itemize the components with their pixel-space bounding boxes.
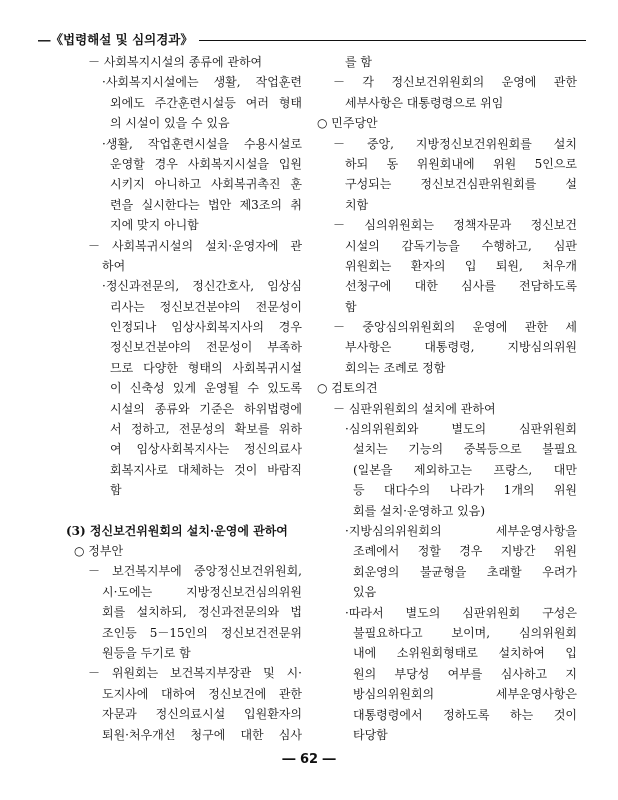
text-line: ·지방심의위원회의 세부운영사항을: [345, 523, 577, 538]
text-line: 함: [110, 483, 122, 498]
text-line: － 심의위원회는 정책자문과 정신보건: [333, 218, 577, 233]
text-line: 를 함: [345, 55, 372, 69]
text-line: － 중앙심의위원회의 운영에 관한 세: [333, 320, 577, 335]
text-line: ·따라서 별도의 심판위원회 구성은: [345, 605, 577, 620]
text-line: ·사회복지시설에는 생활, 작업훈련: [102, 75, 302, 90]
text-line: 인정되나 임상사회복지사의 경우: [110, 320, 302, 335]
text-line: ○ 검토의견: [317, 381, 378, 396]
text-line: － 위원회는 보건복지부장관 및 시·: [88, 666, 302, 681]
text-line: 함: [345, 299, 357, 314]
text-line: 련을 실시한다는 법안 제3조의 취: [110, 197, 302, 212]
text-line: 퇴원·처우개선 청구에 대한 심사: [102, 727, 302, 742]
text-line: ·정신과전문의, 정신간호사, 임상심: [102, 279, 302, 294]
text-line: ○ 민주당안: [317, 116, 378, 131]
text-line: 구성되는 정신보건심판위원회를 설: [345, 177, 577, 192]
text-line: ○ 정부안: [74, 543, 124, 558]
text-line: 세부사항은 대통령령으로 위임: [345, 95, 504, 110]
text-line: 의 시설이 있을 수 있음: [110, 116, 230, 131]
text-line: 이 신축성 있게 운영될 수 있도록: [110, 381, 302, 396]
text-line: 위원회는 환자의 입 퇴원, 처우개: [345, 258, 577, 273]
right-column: [317, 52, 577, 745]
text-line: 부사항은 대통령령, 지방심의위원: [345, 340, 577, 355]
text-line: 치함: [345, 197, 369, 212]
section-title: ―《법령해설 및 심의경과》: [38, 30, 199, 48]
text-line: 도지사에 대하여 정신보건에 관한: [102, 686, 302, 701]
section-heading: (3) 정신보건위원회의 설치·운영에 관하여: [66, 523, 288, 538]
text-line: － 각 정신보건위원회의 운영에 관한: [333, 75, 577, 90]
text-line: 외에도 주간훈련시설등 여러 형태: [110, 95, 302, 110]
text-line: ·생활, 작업훈련시설을 수용시설로: [102, 136, 302, 151]
page-number: ― 62 ―: [282, 752, 336, 767]
text-line: 시설의 종류와 기준은 하위법령에: [110, 401, 302, 416]
text-line: 원등을 두기로 함: [102, 645, 191, 660]
text-line: 회복지사로 대체하는 것이 바람직: [110, 462, 302, 477]
text-line: 대통령령에서 정하도록 하는 것이: [353, 707, 577, 722]
text-line: 회를 설치하되, 정신과전문의와 법: [102, 605, 302, 620]
text-line: 선청구에 대한 심사를 전담하도록: [345, 279, 577, 294]
text-line: － 사회복귀시설의 설치·운영자에 관: [88, 238, 302, 253]
text-line: 내에 소위원회형태로 설치하여 입: [353, 646, 577, 661]
text-line: － 사회복지시설의 종류에 관하여: [88, 55, 263, 69]
text-line: 원의 부당성 여부를 심사하고 지: [353, 666, 577, 681]
text-line: 시키지 아니하고 사회복귀촉진 훈: [110, 177, 302, 192]
text-line: 정신보건분야의 전문성이 부족하: [110, 340, 302, 355]
text-line: 시설의 감독기능을 수행하고, 심판: [345, 238, 577, 253]
text-line: 방심의위원회의 세부운영사항은: [353, 687, 577, 702]
text-line: 회를 설치·운영하고 있음): [353, 503, 486, 518]
text-line: － 보건복지부에 중앙정신보건위원회,: [88, 564, 302, 579]
text-line: 회운영의 불균형을 초래할 우려가: [353, 564, 577, 579]
text-line: 불필요하다고 보이며, 심의위원회: [353, 625, 577, 640]
text-line: 지에 맞지 아니함: [110, 218, 199, 233]
text-line: 하되 동 위원회내에 위원 5인으로: [345, 156, 577, 171]
text-line: 리사는 정신보건분야의 전문성이: [110, 299, 302, 314]
text-line: － 심판위원회의 설치에 관하여: [333, 401, 496, 416]
section-header: [38, 30, 586, 50]
text-line: 자문과 정신의료시설 입원환자의: [102, 707, 302, 722]
left-column: [60, 52, 302, 745]
text-line: 설치는 기능의 중복등으로 불필요: [353, 442, 577, 457]
paragraph-gap: [60, 501, 302, 521]
text-line: － 중앙, 지방정신보건위원회를 설치: [333, 136, 577, 151]
text-line: 타당함: [353, 727, 388, 742]
text-line: 있음: [353, 585, 377, 600]
text-line: 조례에서 정할 경우 지방간 위원: [353, 544, 577, 559]
text-line: 서 정하고, 전문성의 확보를 위하: [110, 422, 302, 437]
text-line: 시·도에는 지방정신보건심의위원: [102, 584, 302, 599]
text-line: 므로 다양한 형태의 사회복귀시설: [110, 360, 302, 375]
text-line: ·심의위원회와 별도의 심판위원회: [345, 422, 577, 437]
text-line: 회의는 조례로 정함: [345, 360, 446, 375]
text-line: 여 임상사회복지사는 정신의료사: [110, 442, 302, 457]
text-line: 하여: [102, 258, 126, 273]
text-line: 조인등 5－15인의 정신보건전문위: [102, 625, 302, 640]
text-line: 등 대다수의 나라가 1개의 위원: [353, 483, 577, 498]
text-line: 운영할 경우 사회복지시설을 입원: [110, 156, 302, 171]
text-line: (일본을 제외하고는 프랑스, 대만: [353, 462, 577, 477]
